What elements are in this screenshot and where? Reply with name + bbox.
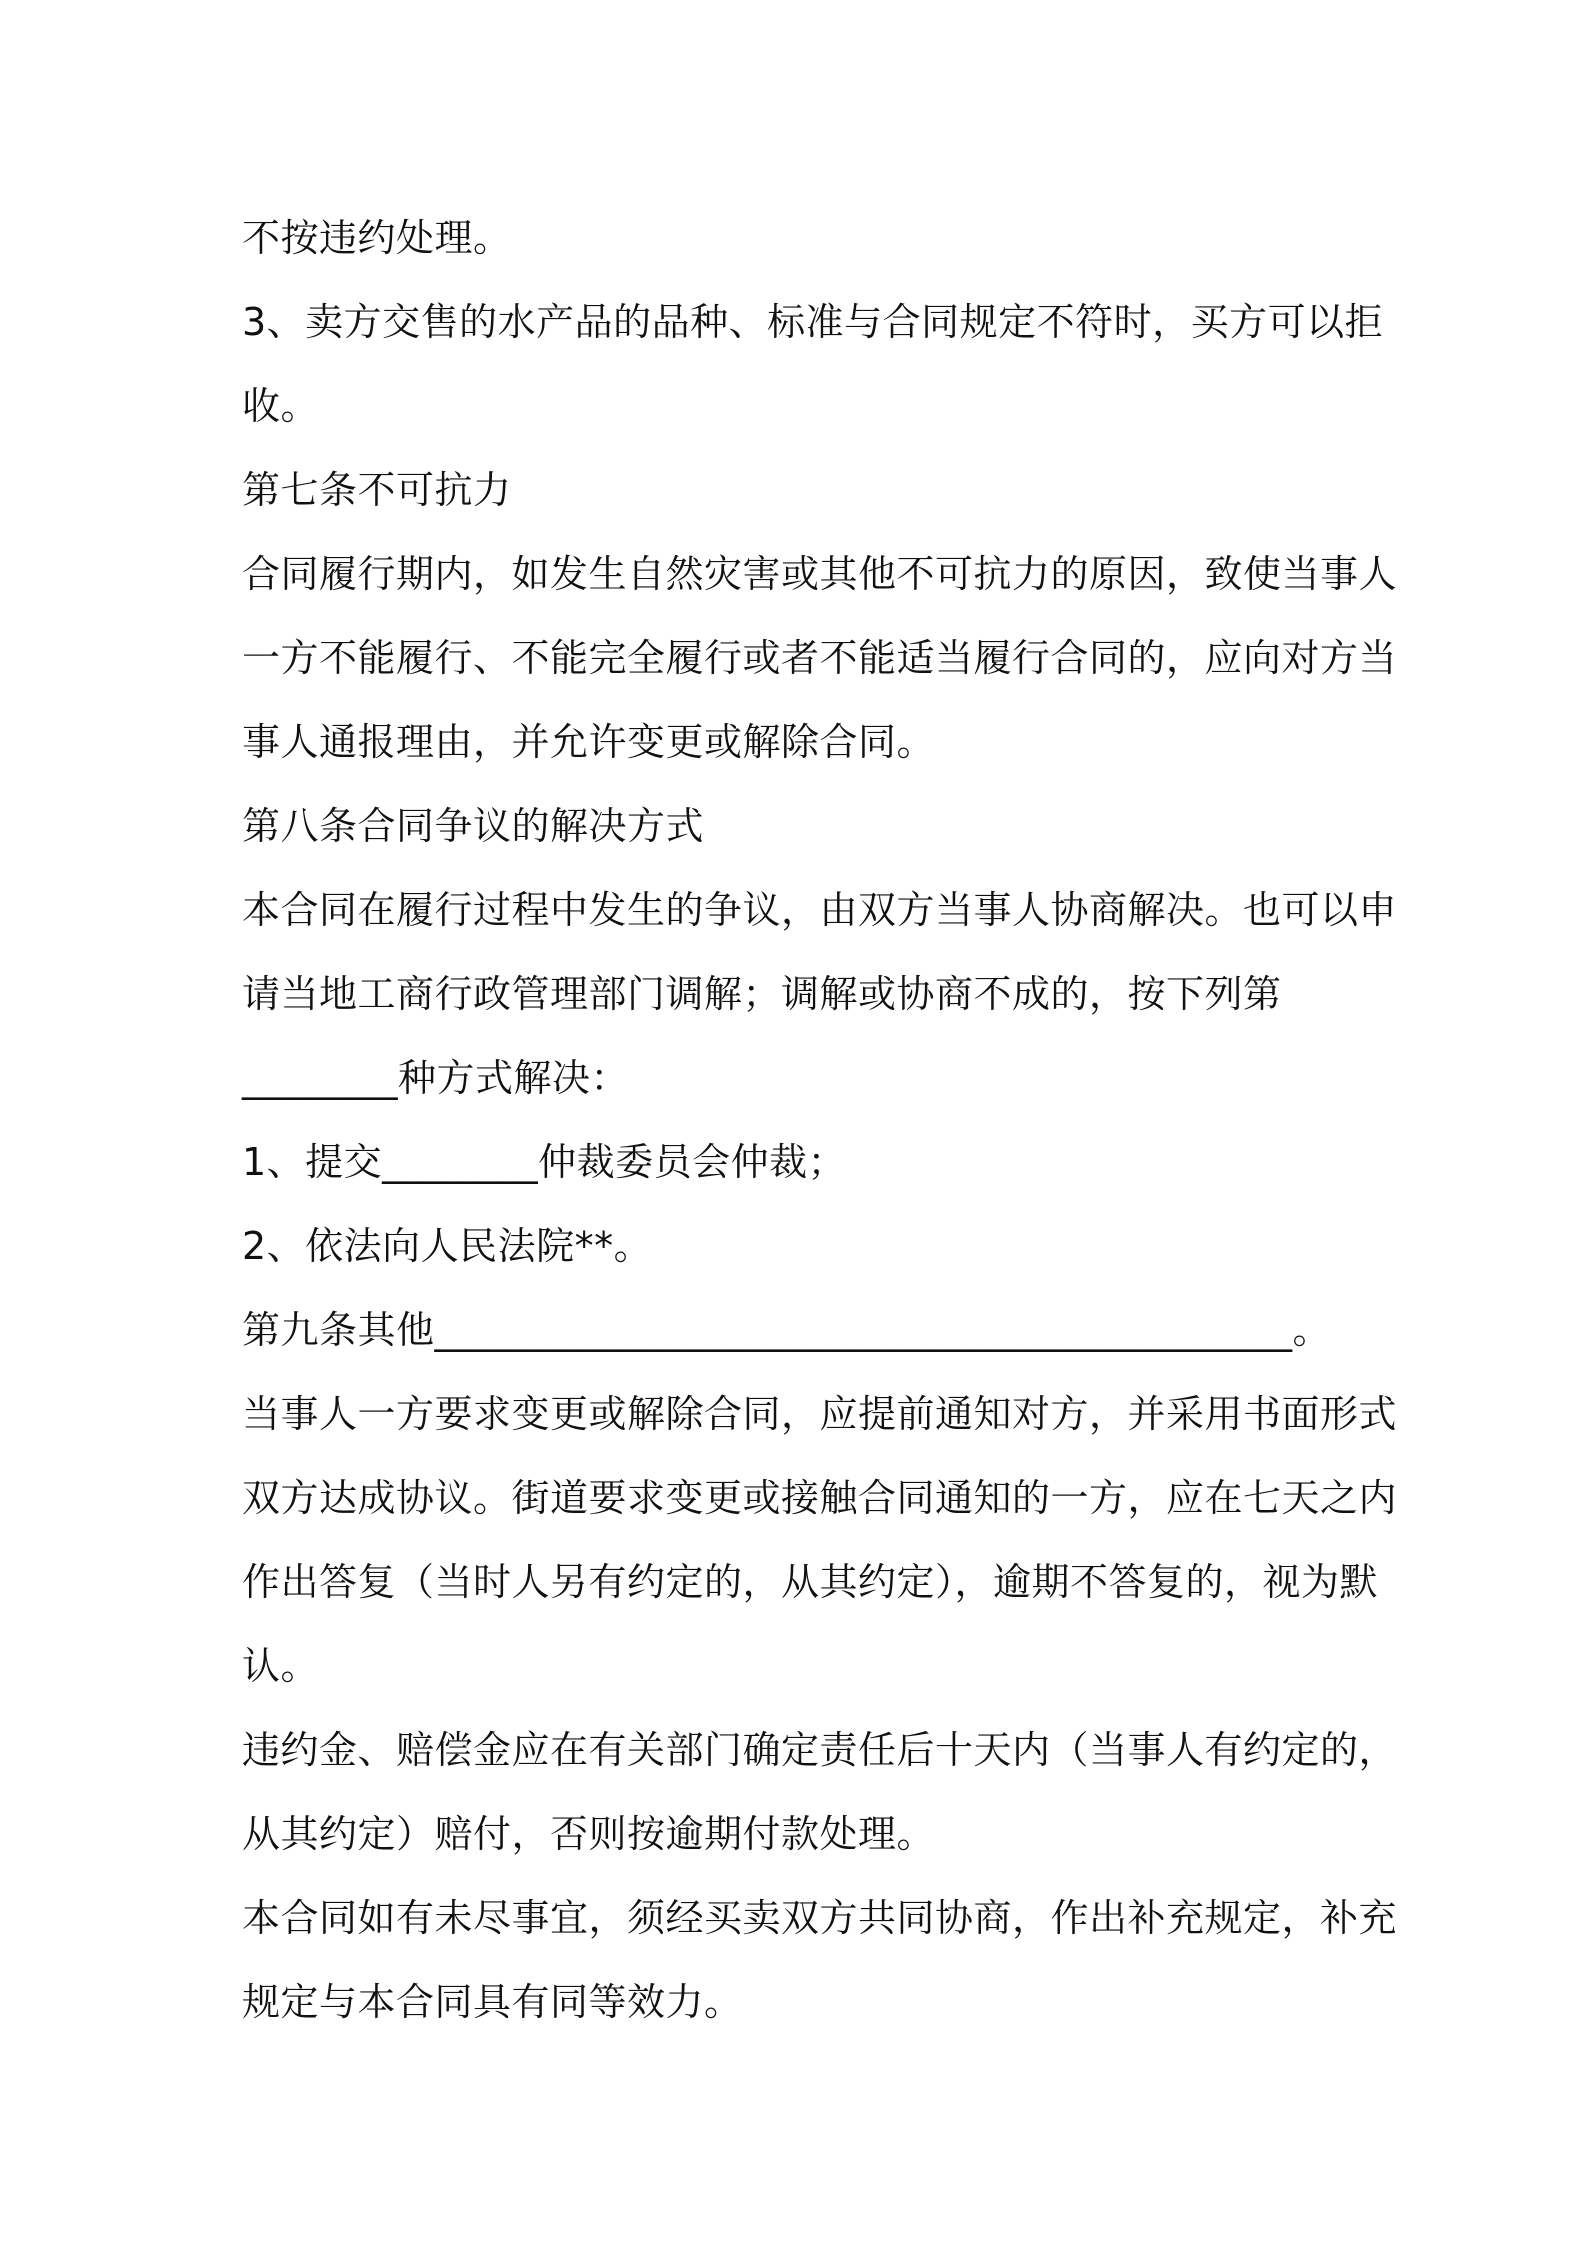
text-line: 违约金、赔偿金应在有关部门确定责任后十天内（当事人有约定的， xyxy=(242,1728,1398,1772)
text-line: 事人通报理由，并允许变更或解除合同。 xyxy=(242,720,936,764)
text-line: 作出答复（当时人另有约定的，从其约定），逾期不答复的，视为默 xyxy=(242,1560,1379,1604)
text-line: 本合同在履行过程中发生的争议，由双方当事人协商解决。也可以申 xyxy=(242,888,1398,932)
text-line: 收。 xyxy=(242,384,320,428)
text-line: 规定与本合同具有同等效力。 xyxy=(242,1980,743,2024)
text-line: 当事人一方要求变更或解除合同，应提前通知对方，并采用书面形式 xyxy=(242,1392,1398,1436)
text-line: 认。 xyxy=(242,1644,320,1688)
clause-line: 3、卖方交售的水产品的品种、标准与合同规定不符时，买方可以拒 xyxy=(242,300,1384,344)
article-heading: 第八条合同争议的解决方式 xyxy=(242,804,705,848)
contract-text xyxy=(242,196,1398,2044)
text-line: 双方达成协议。街道要求变更或接触合同通知的一方，应在七天之内 xyxy=(242,1476,1398,1520)
text-line: 合同履行期内，如发生自然灾害或其他不可抗力的原因，致使当事人 xyxy=(242,552,1398,596)
text-line: ________种方式解决： xyxy=(242,1056,630,1100)
clause-line: 2、依法向人民法院**。 xyxy=(242,1224,653,1268)
text-line: 从其约定）赔付，否则按逾期付款处理。 xyxy=(242,1812,936,1856)
clause-line: 1、提交________仲裁委员会仲裁； xyxy=(242,1140,847,1184)
text-line: 一方不能履行、不能完全履行或者不能适当履行合同的，应向对方当 xyxy=(242,636,1398,680)
article-heading: 第七条不可抗力 xyxy=(242,468,512,512)
text-line: 不按违约处理。 xyxy=(242,216,512,260)
text-line: 请当地工商行政管理部门调解；调解或协商不成的，按下列第 xyxy=(242,972,1282,1016)
text-line: 本合同如有未尽事宜，须经买卖双方共同协商，作出补充规定，补充 xyxy=(242,1896,1398,1940)
article-heading: 第九条其他____________________________________________。 xyxy=(242,1308,1332,1352)
